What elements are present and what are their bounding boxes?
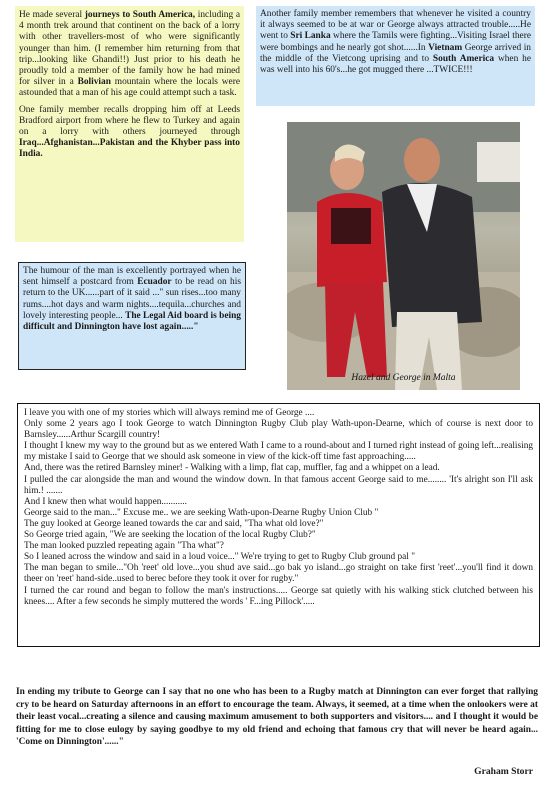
rugby-story-box <box>17 403 540 647</box>
story-line: I thought I knew my way to the ground but as we entered Wath I came to a round-about and I turned right instead of going left...realising my mistake I said to George that we should ask someone in view of the kick-off time fast approaching..... <box>24 441 533 463</box>
story-line: Only some 2 years ago I took George to watch Dinnington Rugby Club play Wath-upon-Dearne, which of course is next door to Barnsley......Arthur Scargill country! <box>24 419 533 441</box>
travel-paragraph: He made several journeys to South America, including a 4 month trek around that continent on the back of a lorry with other travellers-most of who were significantly younger than him. (I remember him returning from that trip...looking like Ghandi!!) Just prior to his death he proudly told a member of the family how he had mined for silver in a Bolivian mountain where the locals were astounded that a man of his age could attempt such a task. <box>19 10 240 99</box>
story-line: I pulled the car alongside the man and wound the window down. In that famous accent George said to me........ 'It's alright son I'll ask him.! ....... <box>24 474 533 496</box>
story-line: The man began to smile..."Oh 'reet' old love...you shud ave said...go bak yo island...go straight on take first 'reet'...you'll find it down theer on 'reet' hand-side..used to berec before they took it over for rugby." <box>24 563 533 585</box>
story-line: George said to the man..." Excuse me.. we are seeking Wath-upon-Dearne Rugby Union Club " <box>24 507 379 518</box>
story-line: And, there was the retired Barnsley miner! - Walking with a limp, flat cap, muffler, fag and a whippet on a lead. <box>24 463 440 474</box>
south-america-text-box <box>15 6 244 242</box>
photo-illustration <box>287 122 520 390</box>
story-line: So I leaned across the window and said in a loud voice..." We're trying to get to Rugby Club ground pal " <box>24 552 415 563</box>
photo-caption: Hazel and George in Malta <box>351 373 456 383</box>
story-line: I leave you with one of my stories which will always remind me of George .... <box>24 408 315 418</box>
author-signature: Graham Storr <box>474 766 533 777</box>
story-line: So George tried again, "We are seeking the location of the local Rugby Club?" <box>24 530 316 541</box>
story-line: The guy looked at George leaned towards the car and said, "Tha what old love?" <box>24 518 324 529</box>
story-line: I turned the car round and began to follow the man's instructions..... George sat quietly with his walking stick clutched between his knees.... After a few seconds he simply muttered the words ' F...ing Pillock'..... <box>24 585 533 607</box>
story-line: The man looked puzzled repeating again "Tha what"? <box>24 541 224 552</box>
malta-photo <box>287 122 520 390</box>
story-line: And I knew then what would happen........... <box>24 496 187 507</box>
trouble-text-box: Another family member remembers that whenever he visited a country it always seemed to be at war or George always attracted trouble.....He went to Sri Lanka where the Tamils were fighting...Visiting Israel there were bombings and he nearly got shot......In Vietnam George arrived in the middle of the Vietcong uprising and to South America when he was well into his 60's...he got mugged there ...TWICE!!! <box>256 6 535 106</box>
closing-paragraph: In ending my tribute to George can I say that no one who has been to a Rugby match at Dinnington can ever forget that rallying cry to be heard on Saturday afternoons in an effort to encourage the team. Always, it seemed, at a time when the onlookers were at their least vocal...creating a silence and causing maximum amusement to both supporters and visitors.... and I thought it would be fitting for me to close eulogy by saying goodbye to my old friend and echoing that famous cry that will never be heard again... 'Come on Dinnington'......" <box>16 687 538 748</box>
postcard-text-box: The humour of the man is excellently portrayed when he sent himself a postcard from Ecuador to be read on his return to the UK......part of it said ..." sun rises...too many rums....hot days and warm nights....tequila...churches and lovely interesting people... The Legal Aid board is being difficult and Dinnington have lost again....." <box>18 262 246 370</box>
lorry-journey-paragraph: One family member recalls dropping him off at Leeds Bradford airport from where he flew to Turkey and again on a lorry with others journeyed through Iraq...Afghanistan...Pakistan and the Khyber pass into India. <box>19 104 240 160</box>
